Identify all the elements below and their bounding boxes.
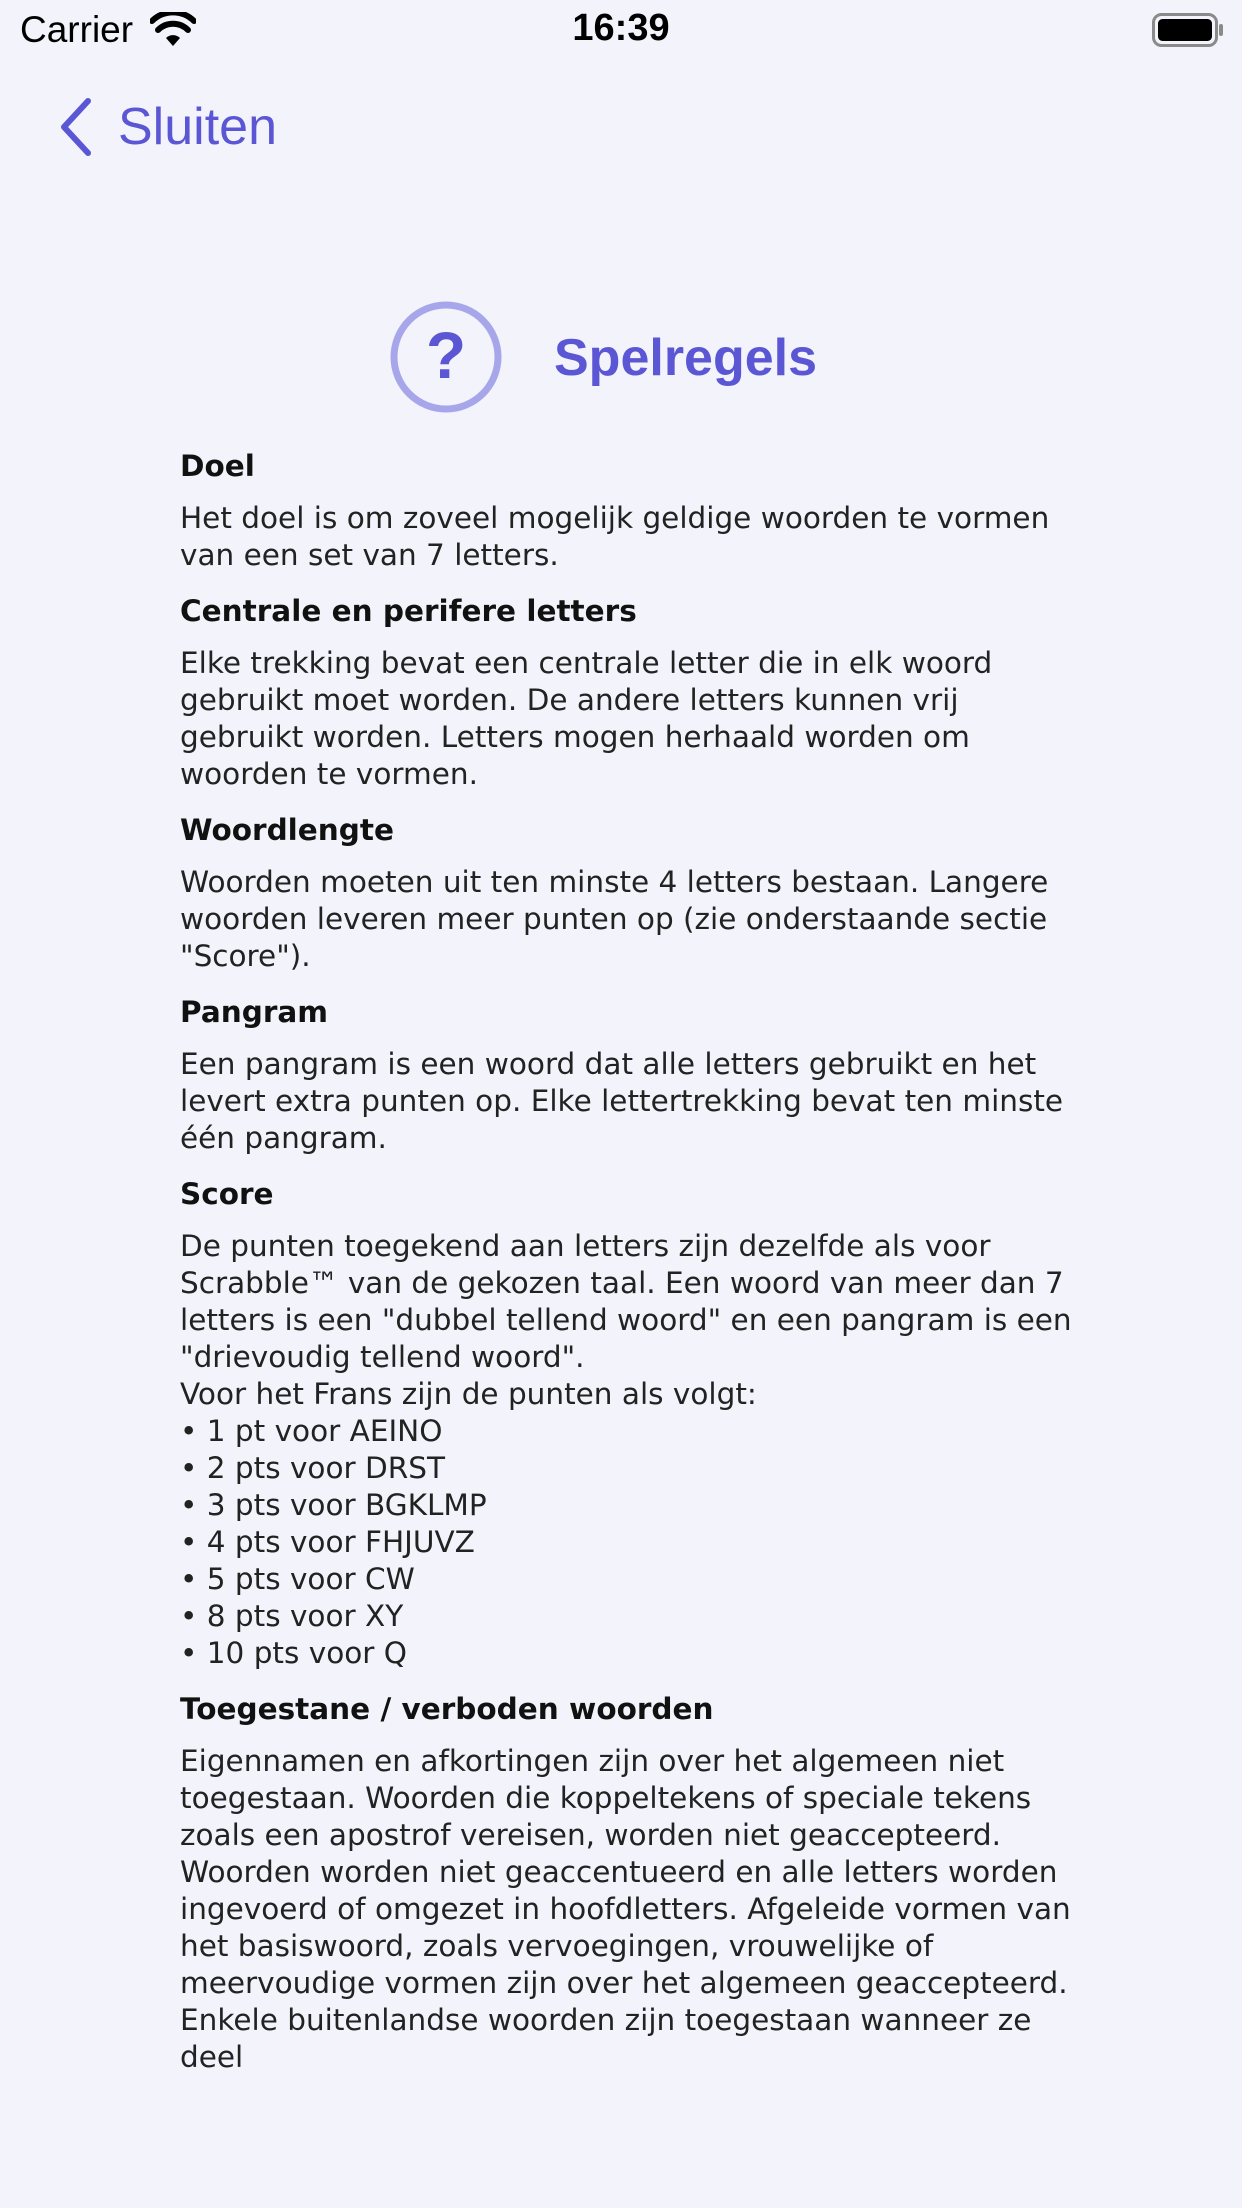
section-goal xyxy=(180,444,1080,574)
section-heading: Woordlengte xyxy=(180,813,395,847)
section-body: Elke trekking bevat een centrale letter die in elk woord gebruikt moet worden. De andere letters kunnen vrij gebruikt worden. Letters mogen herhaald worden om woorden te vormen. xyxy=(180,646,993,791)
section-word-length xyxy=(180,808,1080,975)
close-button[interactable] xyxy=(56,92,277,162)
chevron-left-icon xyxy=(56,97,96,157)
rules-content[interactable] xyxy=(180,444,1080,2096)
section-pangram xyxy=(180,990,1080,1157)
carrier-label: Carrier xyxy=(20,9,134,50)
section-body: De punten toegekend aan letters zijn dezelfde als voor Scrabble™ van de gekozen taal. Een woord van meer dan 7 letters is een "dubbel tellend woord" en een pangram is een "drievoudig tellend woord". Voor het Frans zijn de punten als volgt: • 1 pt voor AEINO • 2 pts voor DRST • 3 pts voor BGKLMP • 4 pts voor FHJUVZ • 5 pts voor CW • 8 pts voor XY • 10 pts voor Q xyxy=(180,1229,1072,1670)
section-heading: Score xyxy=(180,1177,274,1211)
section-heading: Pangram xyxy=(180,995,329,1029)
section-heading: Centrale en perifere letters xyxy=(180,594,637,628)
section-body: Een pangram is een woord dat alle letters gebruikt en het levert extra punten op. Elke lettertrekking bevat ten minste één pangram. xyxy=(180,1047,1064,1155)
section-body: Woorden moeten uit ten minste 4 letters bestaan. Langere woorden leveren meer punten op (zie onderstaande sectie "Score"). xyxy=(180,865,1049,973)
page-header xyxy=(0,300,1242,424)
section-score xyxy=(180,1172,1080,1672)
section-central-letters xyxy=(180,589,1080,793)
svg-text:?: ? xyxy=(425,318,467,392)
page-title: Spelregels xyxy=(554,329,818,387)
section-body: Eigennamen en afkortingen zijn over het algemeen niet toegestaan. Woorden die koppeltekens of speciale tekens zoals een apostrof vereisen, worden niet geaccepteerd. Woorden worden niet geaccentueerd en alle letters worden ingevoerd of omgezet in hoofdletters. Afgeleide vormen van het basiswoord, zoals vervoegingen, vrouwelijke of meervoudige vormen zijn over het algemeen geaccepteerd. Enkele buitenlandse woorden zijn toegestaan wanneer ze deel xyxy=(180,1744,1071,2074)
status-bar xyxy=(0,0,1242,62)
question-circle-icon xyxy=(389,300,503,414)
section-body: Het doel is om zoveel mogelijk geldige woorden te vormen van een set van 7 letters. xyxy=(180,501,1050,572)
section-allowed-words xyxy=(180,1687,1080,2076)
close-button-label: Sluiten xyxy=(118,98,277,156)
section-heading: Doel xyxy=(180,449,255,483)
battery-icon xyxy=(1152,13,1224,47)
clock: 16:39 xyxy=(572,7,670,49)
section-heading: Toegestane / verboden woorden xyxy=(180,1692,714,1726)
